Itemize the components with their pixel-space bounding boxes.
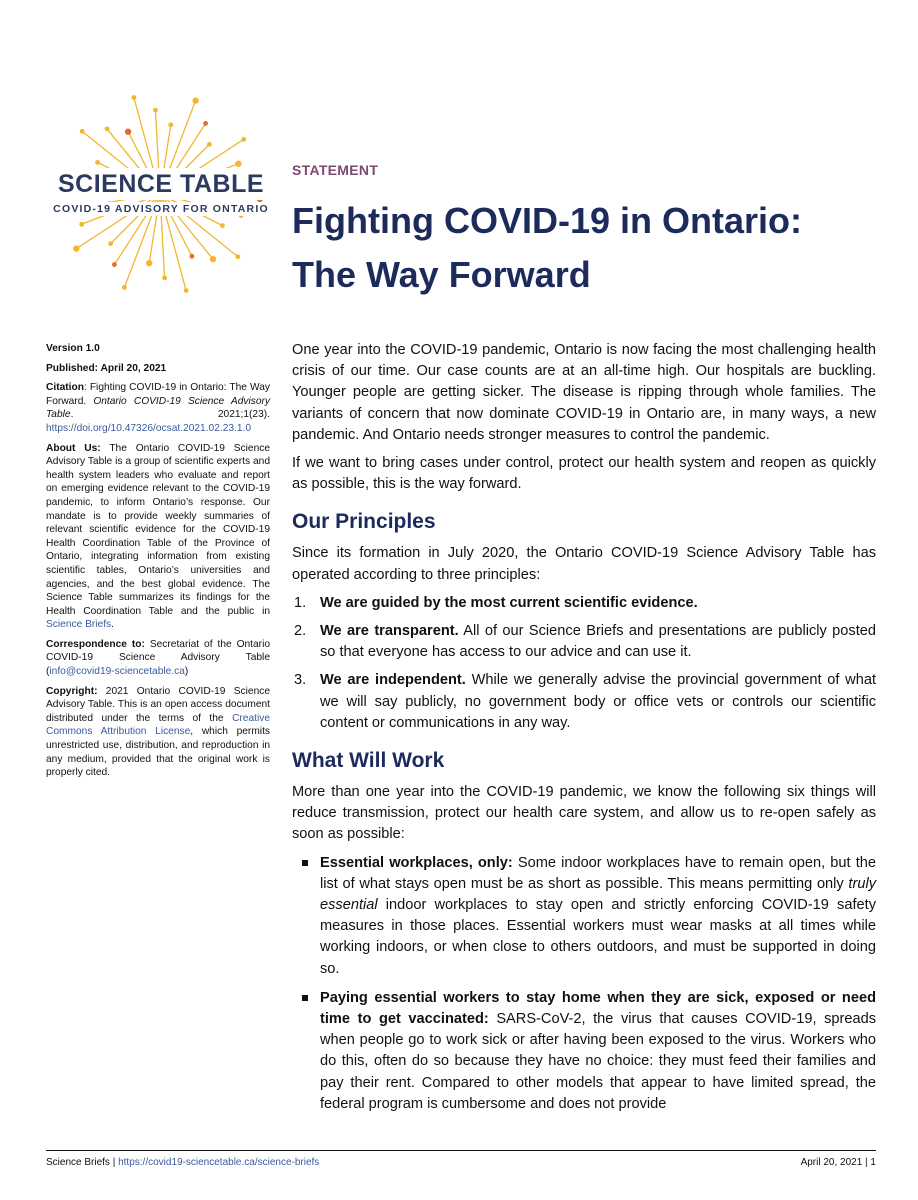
principles-heading: Our Principles (292, 510, 436, 534)
list-number: 1. (294, 594, 307, 611)
list-item: Essential workplaces, only: Some indoor workplaces have to remain open, but the list of what stays open must be as short as possible. This means permitting only truly essential indoor workplaces to stay open and strictly enforcing COVID-19 safety measures in those places. Essential workers must wear masks at all times while working indoors, or when close to others outdoors, and must be supported in doing so. (292, 853, 876, 980)
footer-divider (46, 1150, 876, 1151)
science-briefs-link[interactable]: Science Briefs (46, 619, 112, 631)
logo-tagline: COVID-19 ADVISORY FOR ONTARIO (46, 202, 276, 216)
email-link[interactable]: info@covid19-sciencetable.ca (49, 666, 185, 678)
square-bullet-icon (302, 995, 308, 1001)
intro-paragraph-1: One year into the COVID-19 pandemic, Ontario is now facing the most challenging health crisis of our time. Our case counts are at an all-time high. Our hospitals are buckling. Younger people are getting sicker. The disease is ripping through whole families. The variants of concern that now dominate COVID-19 in Ontario are, in many ways, a new pandemic. And Ontario needs stronger measures to control the pandemic. (292, 342, 876, 443)
list-number: 3. (294, 672, 307, 689)
correspondence: Correspondence to: Secretariat of the Ontario COVID-19 Science Advisory Table (info@covid19-sciencetable.ca) (46, 638, 270, 678)
square-bullet-icon (302, 860, 308, 866)
statement-label: STATEMENT (292, 162, 379, 178)
title-line-2: The Way Forward (292, 254, 591, 295)
what-will-work-list (292, 853, 876, 1115)
logo-brand-text: SCIENCE TABLE (48, 168, 274, 200)
science-table-logo (40, 90, 280, 310)
what-will-work-intro: More than one year into the COVID-19 pandemic, we know the following six things will reduce transmission, protect our health care system, and allow us to re-open safely as soon as possible: (292, 784, 876, 843)
about-us: About Us: The Ontario COVID-19 Science Advisory Table is a group of scientific experts and health system leaders who evaluate and report on emerging evidence relevant to the COVID-19 pandemic, to inform Ontario’s response. Our mandate is to provide weekly summaries of relevant scientific evidence for the COVID-19 Health Coordination Table of the Province of Ontario, integrating information from existing scientific tables, Ontario’s universities and agencies, and the best global evidence. The Science Table summarizes its findings for the Health Coordination Table and the public in Science Briefs. (46, 442, 270, 631)
footer-page-info: April 20, 2021 | 1 (800, 1157, 876, 1168)
main-content (292, 340, 876, 1123)
citation: Citation: Fighting COVID-19 in Ontario: The Way Forward. Ontario COVID-19 Science Advisory Table. 2021;1(23). https://doi.org/10.47326/ocsat.2021.02.23.1.0 (46, 382, 270, 434)
published-date: Published: April 20, 2021 (46, 362, 167, 374)
principles-intro: Since its formation in July 2020, the Ontario COVID-19 Science Advisory Table has operated according to three principles: (292, 545, 876, 583)
title-line-1: Fighting COVID-19 in Ontario: (292, 200, 802, 241)
footer-link[interactable]: https://covid19-sciencetable.ca/science-briefs (118, 1157, 320, 1168)
list-item: 3. We are independent. While we generally advise the provincial government of what we will say publicly, no government body or office vets or controls our scientific content or communications in any way. (294, 672, 877, 731)
list-item: 1. We are guided by the most current scientific evidence. (292, 593, 876, 614)
footer-left: Science Briefs | https://covid19-sciencetable.ca/science-briefs (46, 1157, 320, 1168)
footer-label: Science Briefs (46, 1157, 110, 1168)
copyright: Copyright: 2021 Ontario COVID-19 Science Advisory Table. This is an open access document distributed under the terms of the Creative Commons Attribution License, which permits unrestricted use, distribution, and reproduction in any medium, provided that the original work is properly cited. (46, 685, 270, 779)
page-title (292, 194, 892, 302)
license-link[interactable]: Creative Commons Attribution License (46, 712, 270, 738)
list-item: Paying essential workers to stay home when they are sick, exposed or need time to get vaccinated: SARS-CoV-2, the virus that causes COVID-19, spreads when people go to work sick or after having been exposed to the virus. Workers who do this, often do so because they have no choice: they must feed their families and pay their rent. Compared to other models that appear to have limited spread, the federal program is cumbersome and does not provide (292, 988, 876, 1115)
list-number: 2. (294, 623, 307, 640)
sunburst-icon (40, 90, 280, 310)
what-will-work-heading: What Will Work (292, 749, 445, 773)
intro-paragraph-2: If we want to bring cases under control, protect our health system and reopen as quickly as possible, this is the way forward. (292, 455, 876, 493)
sidebar (46, 342, 270, 786)
version: Version 1.0 (46, 343, 100, 354)
list-item: 2. We are transparent. All of our Science Briefs and presentations are publicly posted so that everyone has access to our advice and can use it. (294, 623, 876, 661)
principles-list (292, 593, 876, 734)
doi-link[interactable]: https://doi.org/10.47326/ocsat.2021.02.23.1.0 (46, 422, 252, 434)
